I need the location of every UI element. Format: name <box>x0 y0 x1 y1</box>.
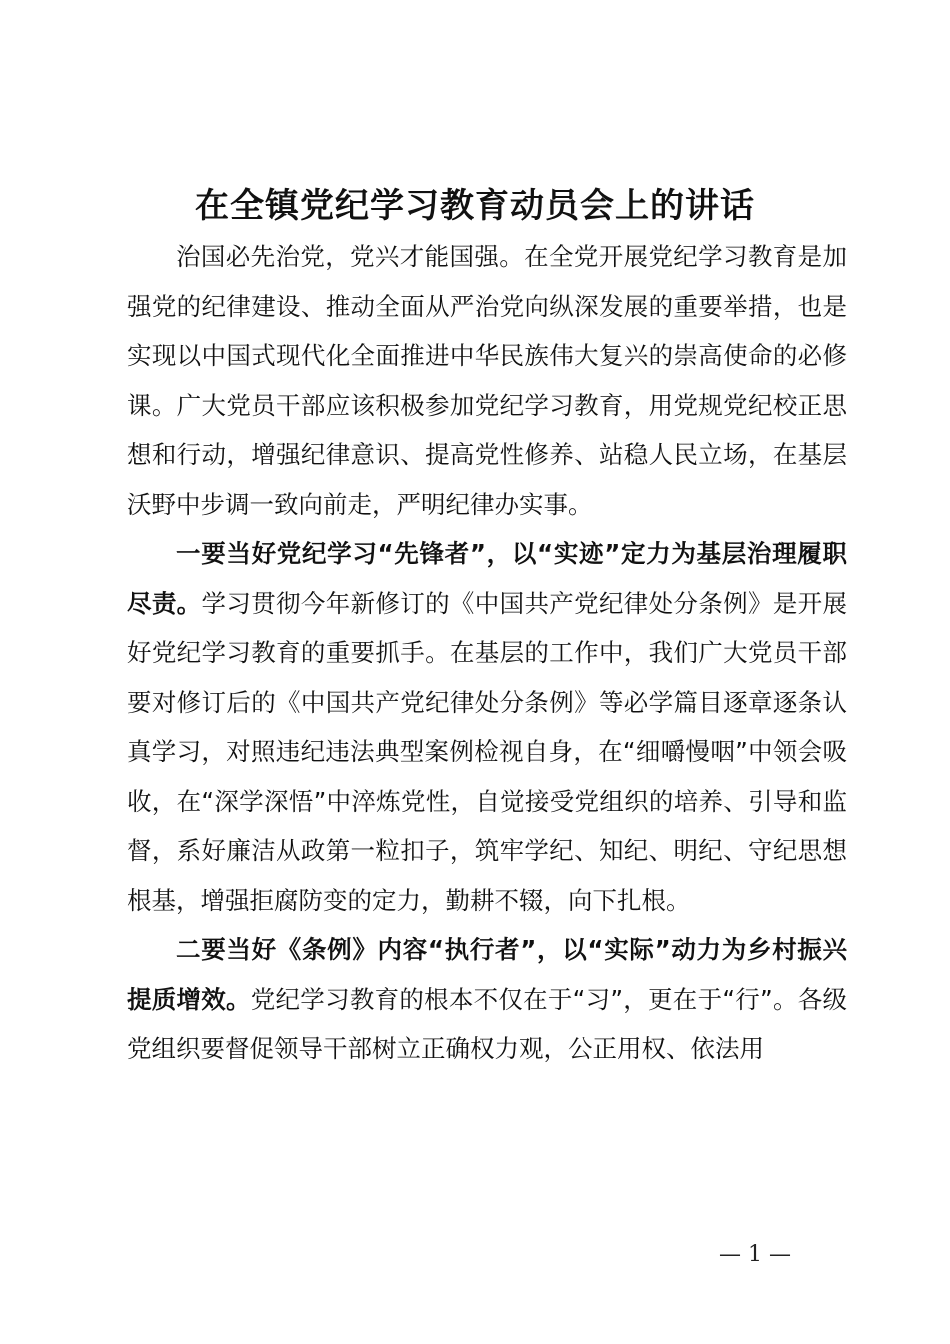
paragraph-text: 治国必先治党，党兴才能国强。在全党开展党纪学习教育是加强党的纪律建设、推动全面从严治党向纵深发展的重要举措，也是实现以中国式现代化全面推进中华民族伟大复兴的崇高使命的必修课。广大党员干部应该积极参加党纪学习教育，用党规党纪校正思想和行动，增强纪律意识、提高党性修养、站稳人民立场，在基层沃野中步调一致向前走，严明纪律办实事。 <box>127 242 847 519</box>
paragraph-text: 党纪学习教育的根本不仅在于“习”，更在于“行”。各级党组织要督促领导干部树立正确权力观，公正用权、依法用 <box>127 984 847 1063</box>
paragraph-point-two <box>127 925 847 1074</box>
document-body <box>127 232 847 1074</box>
paragraph-lead: 二要当好《条例》内容“执行者”，以“实际”动力为乡村振兴提质增效。 <box>127 935 847 1014</box>
paragraph-point-one <box>127 529 847 925</box>
paragraph-text: 学习贯彻今年新修订的《中国共产党纪律处分条例》是开展好党纪学习教育的重要抓手。在基层的工作中，我们广大党员干部要对修订后的《中国共产党纪律处分条例》等必学篇目逐章逐条认真学习，对照违纪违法典型案例检视自身，在“细嚼慢咽”中领会吸收，在“深学深悟”中淬炼党性，自觉接受党组织的培养、引导和监督，系好廉洁从政第一粒扣子，筑牢学纪、知纪、明纪、守纪思想根基，增强拒腐防变的定力，勤耕不辍，向下扎根。 <box>127 588 848 915</box>
page-number: — 1 — <box>719 1242 791 1267</box>
page-title: 在全镇党纪学习教育动员会上的讲话 <box>195 186 755 226</box>
paragraph-lead: 一要当好党纪学习“先锋者”，以“实迹”定力为基层治理履职尽责。 <box>127 539 847 618</box>
paragraph-intro <box>127 232 847 529</box>
